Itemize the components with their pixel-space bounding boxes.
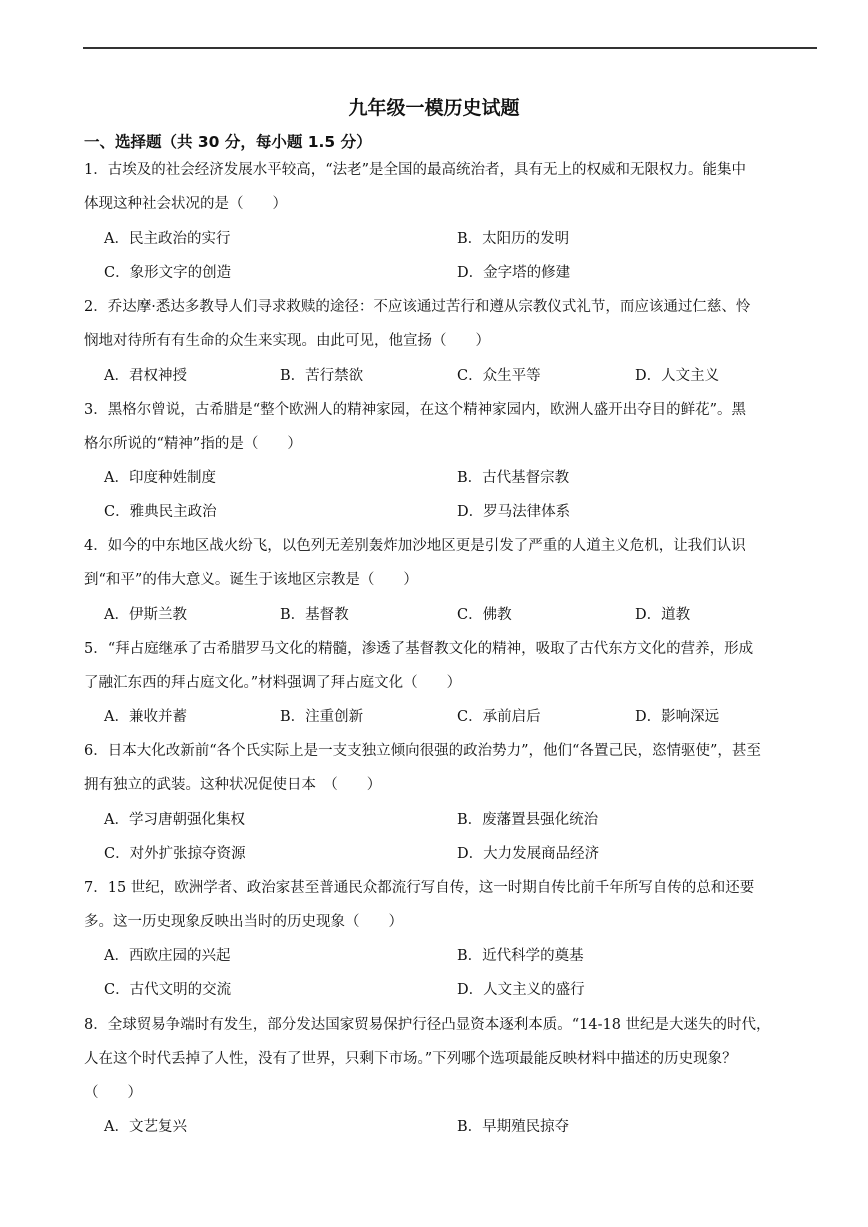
question-8-line-1: 8．全球贸易争端时有发生，部分发达国家贸易保护行径凸显资本逐利本质。“14-18 世纪是大迷失的时代， [84, 1017, 771, 1033]
question-7-line-1: 7．15 世纪，欧洲学者、政治家甚至普通民众都流行写自传，这一时期自传比前千年所写自传的总和还要 [84, 880, 755, 896]
question-1-line-1: 1．古埃及的社会经济发展水平较高，“法老”是全国的最高统治者，具有无上的权威和无限权力。能集中 [84, 162, 747, 178]
question-2-option-c: C．众生平等 [457, 368, 541, 384]
question-6-line-2: 拥有独立的武装。这种状况促使日本 （ ） [84, 777, 382, 793]
question-3-line-2: 格尔所说的“精神”指的是（ ） [84, 436, 302, 452]
question-3-option-b: B．古代基督宗教 [457, 470, 570, 486]
question-3-option-d: D．罗马法律体系 [457, 504, 571, 520]
question-4-option-a: A．伊斯兰教 [104, 607, 187, 623]
section-heading: 一、选择题（共 30 分，每小题 1.5 分） [84, 133, 372, 151]
question-6-option-c: C．对外扩张掠夺资源 [104, 846, 246, 862]
question-5-line-1: 5．“拜占庭继承了古希腊罗马文化的精髓，渗透了基督教文化的精神，吸取了古代东方文化的营养，形成 [84, 641, 754, 657]
question-7-option-c: C．古代文明的交流 [104, 982, 232, 998]
question-4-option-b: B．基督教 [280, 607, 349, 623]
question-8-option-b: B．早期殖民掠夺 [457, 1119, 570, 1135]
question-2-option-b: B．苦行禁欲 [280, 368, 364, 384]
question-3-line-1: 3．黑格尔曾说，古希腊是“整个欧洲人的精神家园，在这个精神家园内，欧洲人盛开出夺目的鲜花”。黑 [84, 402, 747, 418]
header-rule [83, 47, 817, 49]
question-2-line-1: 2．乔达摩·悉达多教导人们寻求救赎的途径：不应该通过苦行和遵从宗教仪式礼节，而应该通过仁慈、怜 [84, 299, 751, 315]
question-8-line-3: （ ） [84, 1085, 142, 1101]
question-8-line-2: 人在这个时代丢掉了人性，没有了世界，只剩下市场。”下列哪个选项最能反映材料中描述的历史现象？ [84, 1051, 737, 1067]
question-1-line-2: 体现这种社会状况的是（ ） [84, 196, 287, 212]
question-1-option-c: C．象形文字的创造 [104, 265, 232, 281]
question-1-option-a: A．民主政治的实行 [104, 231, 231, 247]
question-4-option-d: D．道教 [635, 607, 691, 623]
question-8-option-a: A．文艺复兴 [104, 1119, 187, 1135]
question-6-option-d: D．大力发展商品经济 [457, 846, 600, 862]
question-6-line-1: 6．日本大化改新前“各个氏实际上是一支支独立倾向很强的政治势力”，他们“各置己民，恣情驱使”，甚至 [84, 743, 761, 759]
question-7-option-a: A．西欧庄园的兴起 [104, 948, 231, 964]
question-5-line-2: 了融汇东西的拜占庭文化。”材料强调了拜占庭文化（ ） [84, 675, 462, 691]
question-2-line-2: 悯地对待所有有生命的众生来实现。由此可见，他宣扬（ ） [84, 333, 490, 349]
question-4-line-2: 到“和平”的伟大意义。诞生于该地区宗教是（ ） [84, 572, 418, 588]
question-5-option-d: D．影响深远 [635, 709, 720, 725]
question-1-option-d: D．金字塔的修建 [457, 265, 571, 281]
question-5-option-c: C．承前启后 [457, 709, 541, 725]
question-5-option-a: A．兼收并蓄 [104, 709, 187, 725]
question-7-option-b: B．近代科学的奠基 [457, 948, 584, 964]
question-1-option-b: B．太阳历的发明 [457, 231, 570, 247]
question-3-option-a: A．印度种姓制度 [104, 470, 216, 486]
question-5-option-b: B．注重创新 [280, 709, 364, 725]
question-6-option-a: A．学习唐朝强化集权 [104, 812, 245, 828]
question-4-line-1: 4．如今的中东地区战火纷飞，以色列无差别轰炸加沙地区更是引发了严重的人道主义危机，让我们认识 [84, 538, 746, 554]
question-2-option-a: A．君权神授 [104, 368, 187, 384]
question-2-option-d: D．人文主义 [635, 368, 720, 384]
question-6-option-b: B．废藩置县强化统治 [457, 812, 599, 828]
question-7-line-2: 多。这一历史现象反映出当时的历史现象（ ） [84, 914, 403, 930]
question-4-option-c: C．佛教 [457, 607, 512, 623]
page-title: 九年级一模历史试题 [348, 97, 520, 119]
question-7-option-d: D．人文主义的盛行 [457, 982, 585, 998]
question-3-option-c: C．雅典民主政治 [104, 504, 217, 520]
